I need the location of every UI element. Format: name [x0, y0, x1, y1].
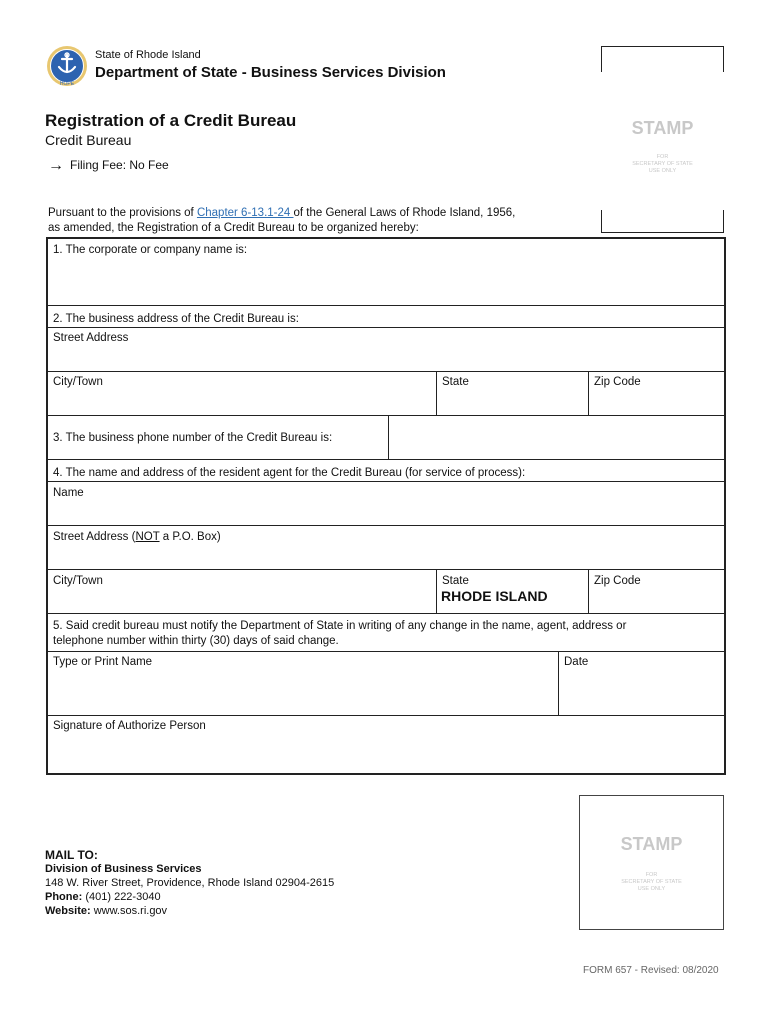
mail-website-value[interactable]: www.sos.ri.gov — [90, 905, 168, 917]
stamp-note-2: SECRETARY OF STATE — [632, 161, 693, 167]
mail-phone-label: Phone: — [45, 891, 83, 903]
change-notice-line2: telephone number within thirty (30) days of said change. — [53, 635, 339, 647]
company-name-label: 1. The corporate or company name is: — [53, 244, 248, 256]
business-zip-field[interactable] — [589, 373, 724, 415]
print-name-label: Type or Print Name — [53, 656, 153, 668]
stamp-box-bottom — [579, 795, 724, 930]
pursuant-pre: Pursuant to the provisions of — [48, 207, 197, 219]
agent-street-label-post: a P.O. Box) — [159, 531, 221, 543]
form-subtitle: Credit Bureau — [45, 132, 132, 148]
seal-lettering: HOPE — [59, 81, 75, 87]
agent-zip-label: Zip Code — [594, 575, 641, 587]
form-number: FORM 657 - Revised: 08/2020 — [583, 965, 719, 976]
date-label: Date — [564, 656, 589, 668]
pursuant-line2: as amended, the Registration of a Credit Bureau to be organized hereby: — [48, 222, 419, 234]
mail-phone-value: (401) 222-3040 — [82, 891, 161, 903]
stamp-label: STAMP — [631, 118, 694, 138]
mail-to-heading: MAIL TO: — [45, 848, 98, 862]
agent-city-label: City/Town — [53, 575, 103, 587]
date-field[interactable] — [559, 653, 724, 713]
pursuant-paragraph — [48, 206, 588, 236]
mail-website-label: Website: — [45, 905, 91, 917]
agent-name-label: Name — [53, 487, 84, 499]
stamp-note-3: USE ONLY — [648, 168, 677, 174]
agent-name-field[interactable] — [48, 484, 724, 526]
filing-fee-text: Filing Fee: No Fee — [70, 158, 169, 172]
stamp-note-bottom-3: USE ONLY — [637, 886, 666, 892]
business-state-label: State — [442, 376, 469, 388]
state-seal-icon — [46, 45, 88, 87]
state-name: State of Rhode Island — [95, 49, 201, 61]
department-name: Department of State - Business Services Division — [95, 64, 446, 81]
signature-label: Signature of Authorize Person — [53, 720, 206, 732]
business-city-field[interactable] — [48, 373, 436, 415]
agent-street-field[interactable] — [48, 528, 724, 570]
business-zip-label: Zip Code — [594, 376, 641, 388]
stamp-bracket-top — [601, 46, 724, 72]
business-city-label: City/Town — [53, 376, 103, 388]
mail-address: 148 W. River Street, Providence, Rhode Island 02904-2615 — [45, 877, 335, 889]
phone-label: 3. The business phone number of the Credit Bureau is: — [53, 432, 333, 444]
resident-agent-label: 4. The name and address of the resident agent for the Credit Bureau (for service of process): — [53, 467, 526, 479]
stamp-note-1: FOR — [656, 154, 669, 160]
signature-field[interactable] — [48, 717, 724, 773]
agent-street-label-pre: Street Address ( — [53, 531, 136, 543]
stamp-note-bottom-2: SECRETARY OF STATE — [621, 879, 682, 885]
business-street-field[interactable] — [48, 329, 724, 371]
form-title: Registration of a Credit Bureau — [45, 111, 297, 130]
change-notice-line1: 5. Said credit bureau must notify the Department of State in writing of any change in the name, agent, address or — [53, 620, 627, 632]
print-name-field[interactable] — [48, 653, 558, 713]
agent-zip-field[interactable] — [589, 572, 724, 614]
business-address-label: 2. The business address of the Credit Bureau is: — [53, 313, 299, 325]
mail-to-block — [45, 848, 334, 918]
filing-fee — [48, 156, 169, 174]
chapter-link[interactable]: Chapter 6-13.1-24 — [196, 207, 294, 219]
pursuant-post: of the General Laws of Rhode Island, 1956, — [293, 207, 516, 219]
business-street-label: Street Address — [53, 332, 129, 344]
mail-phone — [45, 890, 334, 904]
mail-website — [45, 904, 334, 918]
agent-state-value: RHODE ISLAND — [441, 588, 548, 604]
agent-city-field[interactable] — [48, 572, 436, 614]
agent-street-label-not: NOT — [135, 531, 160, 543]
stamp-bracket-bottom — [601, 210, 724, 233]
change-notice — [48, 616, 724, 652]
stamp-note-bottom-1: FOR — [645, 872, 658, 878]
stamp-box-top — [601, 46, 724, 233]
mail-division: Division of Business Services — [45, 863, 202, 875]
business-state-field[interactable] — [437, 373, 588, 415]
arrow-right-icon: → — [48, 157, 64, 174]
company-name-field[interactable] — [48, 241, 724, 305]
phone-field[interactable] — [389, 417, 724, 459]
agent-state-label: State — [442, 575, 469, 587]
stamp-label-bottom: STAMP — [620, 834, 683, 854]
registration-form — [46, 237, 726, 775]
